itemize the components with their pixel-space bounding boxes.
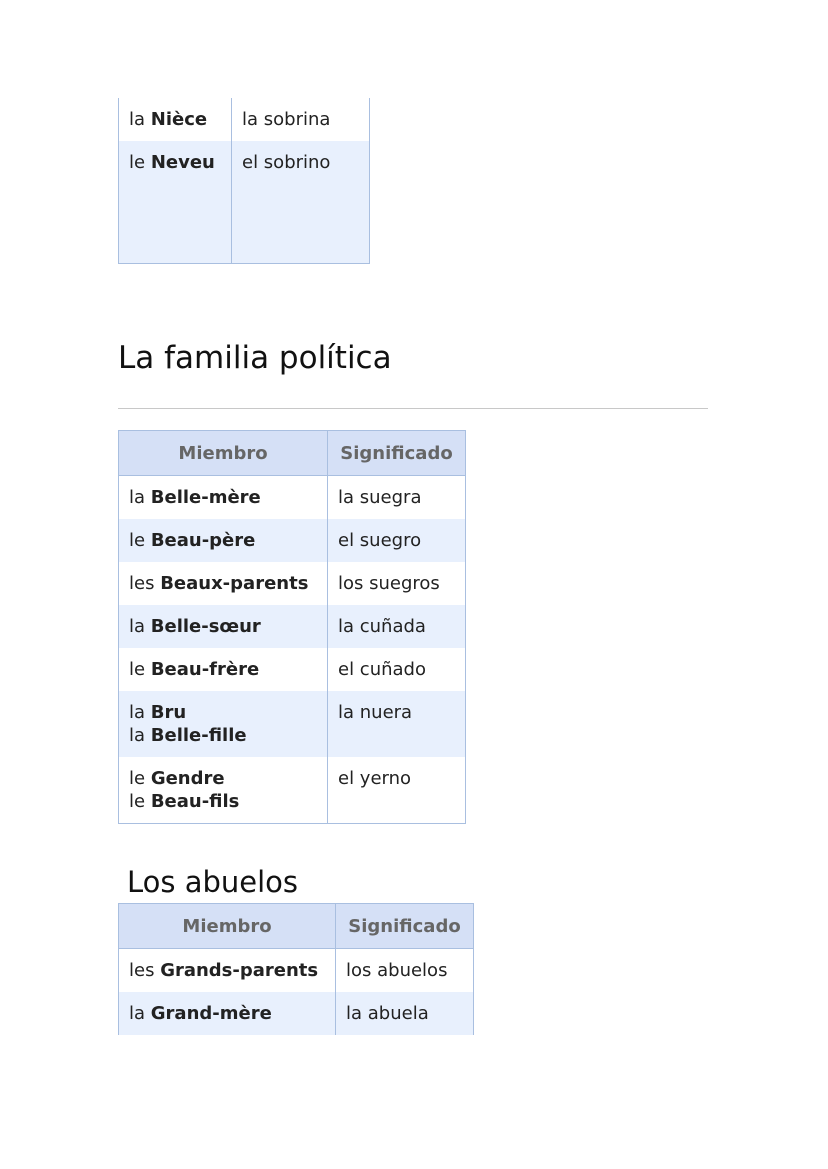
article: le — [129, 768, 146, 789]
member-cell — [119, 648, 328, 691]
grandparents-table — [118, 903, 474, 1035]
table-row — [119, 648, 466, 691]
article: la — [129, 1003, 146, 1024]
member-cell — [119, 519, 328, 562]
member-word: Neveu — [150, 152, 215, 173]
member-word: Grand-mère — [150, 1003, 272, 1024]
meaning-cell: el cuñado — [328, 648, 466, 691]
table-row — [119, 605, 466, 648]
member-word: Belle-sœur — [150, 616, 261, 637]
article: le — [129, 791, 146, 812]
meaning-cell: el suegro — [328, 519, 466, 562]
column-header-member: Miembro — [119, 904, 336, 949]
member-cell — [119, 476, 328, 520]
table-header-row — [119, 904, 474, 949]
column-header-meaning: Significado — [328, 431, 466, 476]
article: le — [129, 530, 146, 551]
member-cell — [119, 949, 336, 993]
article: la — [129, 616, 146, 637]
member-cell — [119, 562, 328, 605]
meaning-cell: el sobrino — [232, 141, 370, 264]
article: le — [129, 659, 146, 680]
divider — [118, 408, 708, 409]
table-row — [119, 98, 370, 141]
section-title-politica: La familia política — [118, 340, 392, 376]
meaning-cell: la nuera — [328, 691, 466, 757]
meaning-cell: los suegros — [328, 562, 466, 605]
table-row — [119, 476, 466, 520]
member-word: Beau-fils — [150, 791, 240, 812]
member-word: Grands-parents — [160, 960, 319, 981]
table-row — [119, 949, 474, 993]
meaning-cell: la abuela — [336, 992, 474, 1035]
table-row — [119, 992, 474, 1035]
article: la — [129, 702, 146, 723]
table-row — [119, 519, 466, 562]
article: la — [129, 487, 146, 508]
meaning-cell: la suegra — [328, 476, 466, 520]
column-header-meaning: Significado — [336, 904, 474, 949]
table-header-row — [119, 431, 466, 476]
member-cell — [119, 992, 336, 1035]
member-word: Belle-fille — [150, 725, 247, 746]
section-title-abuelos: Los abuelos — [127, 865, 299, 899]
table-row — [119, 691, 466, 757]
member-word: Belle-mère — [150, 487, 261, 508]
member-cell — [119, 757, 328, 824]
article: les — [129, 573, 155, 594]
member-word: Beau-frère — [150, 659, 260, 680]
column-header-member: Miembro — [119, 431, 328, 476]
member-word: Beau-père — [150, 530, 256, 551]
table-row — [119, 562, 466, 605]
article: les — [129, 960, 155, 981]
member-word: Bru — [150, 702, 187, 723]
in-laws-table — [118, 430, 466, 824]
article: la — [129, 725, 146, 746]
meaning-cell: la sobrina — [232, 98, 370, 141]
member-cell — [119, 98, 232, 141]
table-row — [119, 141, 370, 264]
member-cell — [119, 691, 328, 757]
member-word: Nièce — [150, 109, 208, 130]
article: le — [129, 152, 146, 173]
member-cell — [119, 605, 328, 648]
member-word: Beaux-parents — [160, 573, 309, 594]
member-cell — [119, 141, 232, 264]
meaning-cell: el yerno — [328, 757, 466, 824]
meaning-cell: los abuelos — [336, 949, 474, 993]
meaning-cell: la cuñada — [328, 605, 466, 648]
article: la — [129, 109, 146, 130]
table-row — [119, 757, 466, 824]
member-word: Gendre — [150, 768, 225, 789]
nephew-niece-table — [118, 98, 370, 264]
